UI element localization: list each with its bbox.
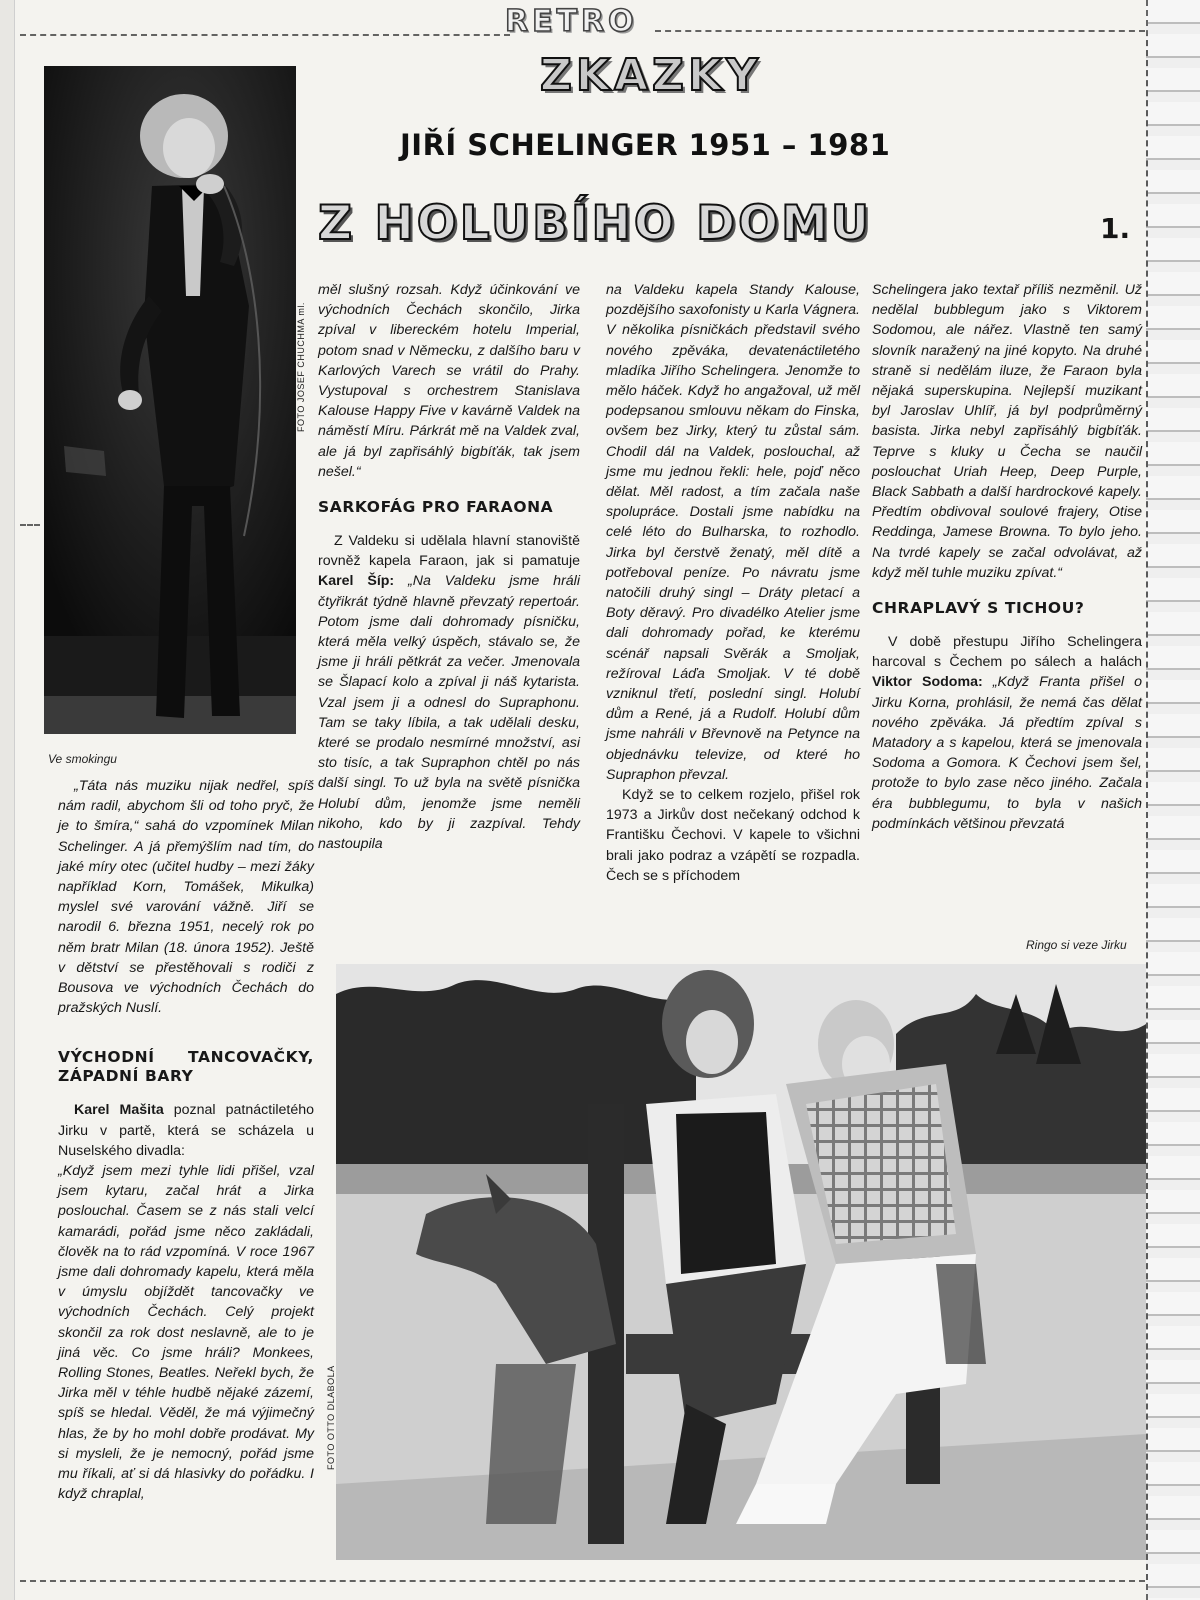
section-kicker: RETRO	[505, 4, 638, 39]
column-2-quote: „Na Valdeku jsme hráli čtyřikrát týdně hlavně převzatý repertoár. Potom jsme dali dohromady písničku, která měla velký úspěch, stávalo se, že jsme ji hráli pětkrát za večer. Jmenovala se Šlapací kolo a zpíval ji náš kytarista. Vzal jsem ji a odnesl do Supraphonu. Tam se taky líbila, a tak udělali desku, které se prodalo nesmírné množství, asi sto tisíc, a tak Supraphon chtěl po nás další singl. To už byla na světě písnička Holubí dům, jenomže jsme neměli nikoho, kdo by ji zazpíval. Tehdy nastoupila	[318, 573, 580, 853]
photo-singer-tuxedo	[44, 66, 296, 734]
name-viktor-sodoma: Viktor Sodoma:	[872, 674, 983, 691]
column-4	[872, 280, 1142, 834]
column-2-quote-continued: měl slušný rozsah. Když účinkování ve východních Čechách skončilo, Jirka zpíval v libereckém hotelu Imperial, potom snad v Německu, z dalšího baru v Karlových Varech se vrátil do Prahy. Vystupoval s orchestrem Stanislava Kalouse Happy Five v kavárně Valdek na náměstí Míru. Párkrát mě na Valdek zval, ale já byl zapřisáhlý bigbíťák, tak jsem nešel.“	[318, 282, 580, 480]
column-1-quote: „Když jsem mezi tyhle lidi přišel, vzal jsem kytaru, začal hrát a Jirka poslouchal. Časem se z nás stali velcí kamarádi, pořád jsme něco zakládali, člověk na to rád vzpomíná. V roce 1967 jsme dali dohromady kapelu, která měla v úmyslu objíždět tancovačky ve východních Čechách. Celý projekt skončil za rok dost neslavně, ale to je jiná věc. Co jsme hráli? Monkees, Rolling Stones, Beatles. Neřekl bych, že Jirka měl v téhle hudbě nějaké zázemí, spíš se hledal. Věděl, že má výjimečný hlas, že by ho mohl dobře prodávat. My si mysleli, že je nemocný, pořád jsme mu říkali, ať si dá hlasivky do pořádku. I když chraplal,	[58, 1163, 314, 1503]
photo-caption-smoking: Ve smokingu	[48, 752, 117, 766]
series-title: ZKAZKY	[540, 50, 762, 101]
right-rule	[1146, 40, 1148, 1580]
article-title: JIŘÍ SCHELINGER 1951 – 1981	[400, 128, 891, 162]
photo-credit-dlabola: FOTO OTTO DLABOLA	[326, 1365, 336, 1470]
photo-singer-tuxedo-image	[44, 66, 296, 734]
subhead-chraplavy: CHRAPLAVÝ S TICHOU?	[872, 599, 1085, 618]
column-1	[58, 776, 314, 1505]
top-rule-right	[655, 30, 1145, 32]
name-karel-sip: Karel Šíp:	[318, 573, 395, 590]
cut-mark-left	[20, 524, 40, 526]
photo-caption-ringo: Ringo si veze Jirku	[1026, 938, 1127, 952]
bottom-rule	[20, 1580, 1145, 1582]
column-1-lead: poznal patnáctiletého Jirku v partě, která se scházela u Nuselského divadla:	[58, 1102, 314, 1159]
column-4-quote: Schelingera jako textař příliš nezměnil. Už nedělal bubblegum jako s Viktorem Sodomou, ale nářez. Vlastně ten samý slovník naražený na jiné kopyto. Na druhé straně si nedělám iluze, že Faraon byla nějaká superskupina. Nejlepší muzikant byl Jaroslav Uhlíř, já byl podprůměrný basista. Jirka nebyl zapřisáhlý bigbíťák. Teprve s kluky u Čecha se naučil poslouchat Uriah Heep, Deep Purple, Black Sabbath a další hardrockové kapely. Předtím obdivoval soulové frajery, Otise Reddinga, Jamese Browna. To bylo jeho. Na tvrdé kapely se začal odvolávat, až když měl tuhle muziku zpívat.“	[872, 282, 1142, 581]
column-2	[318, 280, 580, 854]
column-2-lead: Z Valdeku si udělala hlavní stanoviště rovněž kapela Faraon, jak si pamatuje	[318, 533, 580, 570]
photo-ringo-jirka-image	[336, 964, 1146, 1560]
name-karel-masita: Karel Mašita	[74, 1102, 164, 1119]
top-rule-left	[20, 34, 510, 36]
photo-ringo-jirka	[336, 964, 1146, 1560]
column-3-paragraph: Když se to celkem rozjelo, přišel rok 1973 a Jirkův dost nečekaný odchod k Františku Čechovi. V kapele to všichni brali jako podraz a vzápětí se rozpadla. Čech se s příchodem	[606, 787, 860, 884]
photo-credit-chuchma: FOTO JOSEF CHUCHMA ml.	[296, 302, 306, 432]
column-3-quote: na Valdeku kapela Standy Kalouse, pozdějšího saxofonisty u Karla Vágnera. V několika písničkách představil svého nového zpěváka, devatenáctiletého mladíka Jiřího Schelingera. Jenomže to mělo háček. Když ho angažoval, už měl podepsanou smlouvu někam do Finska, ovšem bez Jirky, který tu zůstal sám. Chodil dál na Valdek, poslouchal, až jsme mu jednou řekli: hele, pojď něco dělat. Měl radost, a tím začala naše spolupráce. Dostali jsme nabídku na celé léto do Bulharska, to rozhodlo. Jirka byl čerstvě ženatý, měl dítě a potřeboval peníze. Po návratu jsme natočili druhý singl – Dráty pletací a Boty děravý. Pro divadélko Atelier jsme dali dohromady pořad, ke kterému scénář napsali Svěrák a Smoljak, režíroval Láďa Smoljak. V té době vzniknul třetí, poslední singl. Holubí dům a René, já a Rudolf. Holubí dům jsme nahráli v Břevnově na Petynce na objednávku televize, od které ho Supraphon převzal.	[606, 282, 860, 783]
column-4-quote-2: „Když Franta přišel o Jirku Korna, prohlásil, že nemá čas dělat nového zpěváka. Já předtím zpíval s Matadory a s kapelou, která se jmenovala Sodoma a Gomora. K Čechovi jsem šel, protože to bylo zase něco jiného. Začala éra bubblegumu, to byla v našich podmínkách většinou převzatá	[872, 674, 1142, 832]
scan-left-edge	[0, 0, 15, 1600]
scan-right-edge	[1146, 0, 1200, 1600]
article-headline: Z HOLUBÍHO DOMU	[318, 196, 873, 251]
subhead-vychodni-tancovacky: VÝCHODNÍ TANCOVAČKY, ZÁPADNÍ BARY	[58, 1048, 314, 1086]
column-3	[606, 280, 860, 886]
part-number: 1.	[1100, 212, 1131, 245]
column-1-intro: „Táta nás muziku nijak nedřel, spíš nám radil, abychom šli od toho pryč, že je to šmíra,“ sahá do vzpomínek Milan Schelinger. A já přemýšlím nad tím, do jaké míry otec (učitel hudby – mezi žáky například Korn, Tomášek, Mikulka) myslel své varování vážně. Jiří se narodil 6. března 1951, necelý rok po něm bratr Milan (18. února 1952). Ještě v dětství se přestěhovali s rodiči z Bousova ve východních Čechách do pražských Nuslí.	[58, 778, 314, 1017]
subhead-sarkofag: SARKOFÁG PRO FARAONA	[318, 498, 554, 517]
column-4-lead: V době přestupu Jiřího Schelingera harcoval s Čechem po sálech a halách	[872, 634, 1142, 671]
